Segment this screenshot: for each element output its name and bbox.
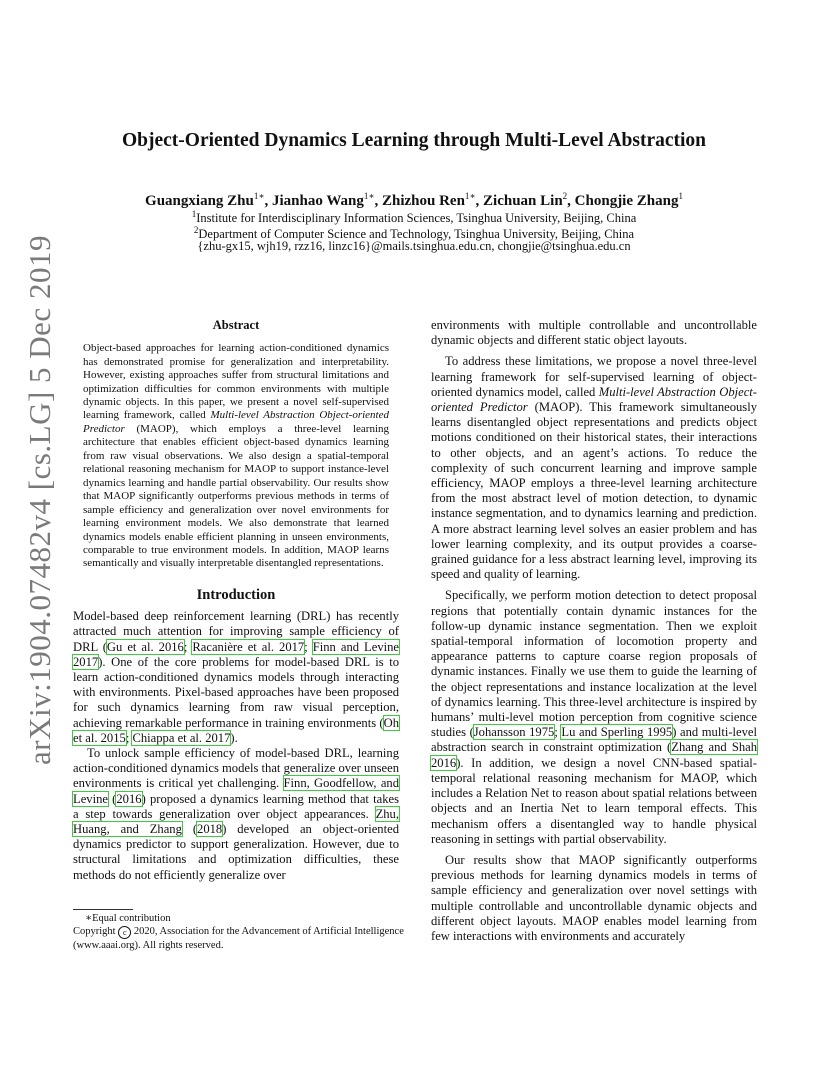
paper-title: Object-Oriented Dynamics Learning through Multi-Level Abstraction — [121, 130, 707, 151]
author-name: Jianhao Wang — [271, 193, 364, 209]
body-text: ). — [230, 730, 238, 745]
introduction-heading: Introduction — [196, 586, 276, 603]
affiliation-mark: 2 — [193, 225, 199, 235]
body-text: (MAOP). This framework simultaneously learns disentangled object representations and predicts object motions conditioned on their historical states, their interactions to other objects, and an agent’s actions. To reduce the complexity of such concurrent learning and improve sample efficiency, MAOP employs a three-level learning architecture from the most abstract level of motion detection, to dynamic instance segmentation, and to dynamics learning and prediction. A more abstract learning level solves an easier problem and has lower learning complexity, and its output provides a coarse-grained guidance for a less abstract learning level, improving its speed and quality of learning. — [431, 400, 758, 582]
intro-paragraph-continued: environments with multiple controllable and uncontrollable dynamic objects and different static object layouts. — [431, 318, 757, 348]
body-text: ( — [107, 791, 117, 806]
author-name: Chongjie Zhang — [574, 193, 679, 209]
abstract-body — [73, 342, 399, 571]
body-text: ( — [181, 821, 198, 836]
body-text: ; — [554, 725, 562, 740]
body-text: ) and multi-level abstraction search in constraint optimization ( — [431, 725, 758, 755]
copyright-symbol: c — [118, 926, 131, 939]
author-name: Guangxiang Zhu — [145, 193, 254, 209]
intro-paragraph-5: Our results show that MAOP significantly outperforms previous methods for learning dynamics models in terms of sample efficiency and generalization over novel settings with multiple controllable and uncontrollable dynamic objects and different object layouts. MAOP enables model learning from few interactions with environments and accurately — [431, 852, 757, 943]
body-text: To address these limitations, we propose a novel three-level learning framework for self-supervised learning of object-oriented dynamics model, called — [431, 354, 757, 399]
body-text: ). One of the core problems for model-based DRL is to learn action-conditioned dynamics models through interacting with environments. Pixel-based approaches have been proposed for such dynamics learning from raw visual perception, achieving remarkable performance in training environments ( — [73, 654, 399, 730]
footnote-rule — [73, 909, 133, 910]
citation-link[interactable]: Oh et al. 2015 — [73, 715, 399, 745]
citation-link[interactable]: Chiappa et al. 2017 — [132, 730, 231, 745]
citation-link[interactable]: 2016 — [116, 791, 142, 806]
citation-link[interactable]: Racanière et al. 2017 — [192, 639, 305, 654]
body-text: Specifically, we perform motion detection to detect proposal regions that potentially contain dynamic instances for the follow-up dynamic instance segmentation. Then we exploit spatial-temporal information of locomotion property and appearance patterns to capture coarse region proposals of dynamic instances. Finally we use them to guide the learning of the object representations and instance localization at the level of dynamics learning. This three-level architecture is inspired by humans’ multi-level motion perception from cognitive science studies ( — [431, 588, 757, 740]
abstract-emphasis: Multi-level Abstraction Object-oriented Predictor — [83, 409, 389, 435]
body-text: ; — [304, 639, 313, 654]
affiliation-text: Institute for Interdisciplinary Information Sciences, Tsinghua University, Beijing, China — [196, 211, 637, 226]
citation-link[interactable]: Lu and Sperling 1995 — [561, 725, 673, 740]
citation-link[interactable]: Finn and Levine 2017 — [73, 639, 400, 669]
author-name: Zhizhou Ren — [381, 193, 465, 209]
body-text: ) developed an object-oriented dynamics predictor to support generalization. However, due to structural limitations and optimization difficulties, these methods do not efficiently generalize over — [73, 821, 399, 882]
citation-link[interactable]: 2018 — [197, 821, 223, 836]
author-affiliation-mark: 1∗ — [464, 191, 476, 201]
body-text: Model-based deep reinforcement learning (DRL) has recently attracted much attention for improving sample efficiency of DRL ( — [73, 609, 399, 654]
copyright-text: Copyright — [73, 926, 119, 937]
body-text: ). In addition, we design a novel CNN-based spatial-temporal relational reasoning mechanism for MAOP, which includes a Relation Net to reason about spatial relations between objects and an Inertia Net to learn temporal effects. This mechanism offers a disentangled way to handle physical reasoning in settings with partial observability. — [431, 755, 757, 846]
author-list: Guangxiang Zhu$^{1∗}$, Jianhao Wang$^{1∗}$, Zhizhou Ren$^{1∗}$, Zichuan Lin$^2$, Chongjie Zhang$^1$ — [145, 191, 683, 209]
body-text: ; — [183, 639, 193, 654]
copyright-text: 2020, Association for the Advancement of Artificial Intelligence (www.aaai.org). All rights reserved. — [73, 926, 404, 951]
arxiv-identifier: arXiv:1904.07482v4 [cs.LG] 5 Dec 2019 — [22, 235, 57, 765]
left-column — [73, 318, 399, 883]
right-column — [431, 318, 757, 944]
abstract-text: Object-based approaches for learning action-conditioned dynamics has demonstrated promise for generalization and interpretability. However, existing approaches suffer from structural limitations and optimization difficulties for common environments with multiple dynamic objects. In this paper, we present a novel self-supervised learning framework, called — [83, 342, 389, 422]
abstract-heading: Abstract — [212, 318, 260, 332]
citation-link[interactable]: Zhu, Huang, and Zhang — [73, 806, 399, 836]
affiliation-text: Department of Computer Science and Technology, Tsinghua University, Beijing, China — [198, 227, 635, 242]
body-text: To unlock sample efficiency of model-based DRL, learning action-conditioned dynamics models that generalize over unseen environments is critical yet challenging. — [73, 745, 399, 791]
copyright-notice — [73, 925, 413, 952]
body-text: ; — [125, 730, 133, 745]
citation-link[interactable]: Zhang and Shah 2016 — [431, 740, 758, 770]
author-affiliation-mark: 2 — [562, 191, 568, 201]
abstract-text: (MAOP), which employs a three-level learning architecture that enables efficient object-based dynamics learning from raw visual observations. We also design a spatial-temporal relational reasoning mechanism for MAOP to support instance-level dynamics learning and handle partial observability. Our results show that MAOP significantly outperforms previous methods in terms of sample efficiency and generalization over novel environments for learning environment models. We also demonstrate that learned dynamics models enable efficient planning in unseen environments, comparable to true environment models. In addition, MAOP learns semantically and visually interpretable disentangled representations. — [83, 422, 389, 570]
citation-link[interactable]: Gu et al. 2016 — [106, 639, 184, 654]
body-emphasis: Multi-level Abstraction Object-oriented Predictor — [431, 384, 757, 415]
intro-paragraph-4 — [431, 588, 757, 846]
citation-link[interactable]: Finn, Goodfellow, and Levine — [73, 776, 400, 806]
intro-paragraph-2 — [73, 746, 399, 883]
author-affiliation-mark: 1∗ — [253, 191, 265, 201]
arxiv-side-stamp — [16, 235, 64, 765]
citation-link[interactable]: Johansson 1975 — [473, 725, 555, 740]
affiliation-mark: 1 — [191, 209, 197, 219]
author-affiliation-mark: 1∗ — [363, 191, 375, 201]
intro-paragraph-3 — [431, 354, 757, 582]
intro-paragraph-1 — [73, 609, 399, 746]
author-affiliation-mark: 1 — [678, 191, 683, 201]
author-emails: {zhu-gx15, wjh19, rzz16, linzc16}@mails.tsinghua.edu.cn, chongjie@tsinghua.edu.cn — [197, 239, 631, 253]
equal-contribution-note: ∗Equal contribution — [85, 913, 171, 924]
author-name: Zichuan Lin — [483, 193, 563, 209]
body-text: ) proposed a dynamics learning method that takes a step towards generalization over object appearances. — [73, 791, 400, 821]
footnote — [73, 912, 413, 952]
